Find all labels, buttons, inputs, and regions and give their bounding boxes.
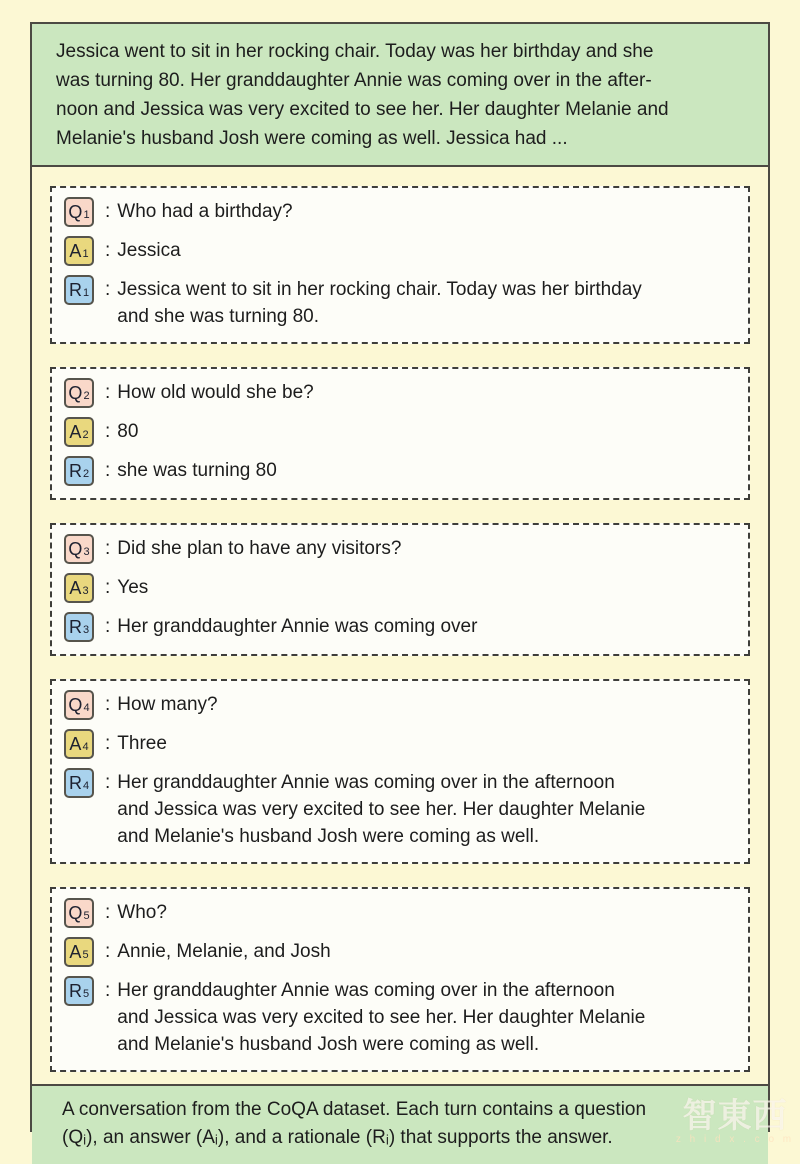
rationale-line: Her granddaughter Annie was coming over in the afternoon <box>117 772 615 793</box>
question-row <box>64 379 736 408</box>
colon-separator: : <box>105 577 111 598</box>
turn-box-3 <box>50 523 750 656</box>
colon-separator: : <box>105 616 111 637</box>
badge-subscript: 1 <box>82 247 89 260</box>
rationale-text <box>117 457 277 484</box>
rationale-line: and Jessica was very excited to see her. Her daughter Melanie <box>117 1007 646 1028</box>
rationale-row <box>64 769 736 850</box>
colon-separator: : <box>105 694 111 715</box>
rationale-line: she was turning 80 <box>117 460 277 481</box>
question-row <box>64 198 736 227</box>
answer-text: Yes <box>117 577 149 598</box>
badge-letter: A <box>69 421 82 442</box>
question-row <box>64 691 736 720</box>
answer-row <box>64 418 736 447</box>
turn-box-4 <box>50 679 750 864</box>
question-badge <box>64 197 94 227</box>
answer-text: Annie, Melanie, and Josh <box>117 941 331 962</box>
colon-separator: : <box>105 460 111 481</box>
figure-caption <box>32 1084 768 1164</box>
rationale-text <box>117 977 645 1058</box>
answer-row <box>64 730 736 759</box>
passage-line: Melanie's husband Josh were coming as well. Jessica had ... <box>56 128 568 149</box>
badge-letter: R <box>68 772 82 793</box>
question-row <box>64 535 736 564</box>
answer-text: Three <box>117 733 167 754</box>
badge-subscript: 3 <box>82 584 89 597</box>
badge-letter: R <box>68 460 82 481</box>
badge-letter: Q <box>68 902 83 923</box>
badge-letter: Q <box>68 201 83 222</box>
rationale-line: Her granddaughter Annie was coming over <box>117 616 478 637</box>
question-text: Who had a birthday? <box>117 201 293 222</box>
turn-box-5 <box>50 887 750 1072</box>
passage-line: Jessica went to sit in her rocking chair. Today was her birthday and she <box>56 41 654 62</box>
passage-box <box>32 24 768 167</box>
rationale-line: and Melanie's husband Josh were coming as well. <box>117 826 540 847</box>
badge-subscript: 2 <box>82 467 90 480</box>
rationale-badge <box>64 456 94 486</box>
colon-separator: : <box>105 421 111 442</box>
badge-letter: A <box>69 733 82 754</box>
answer-row <box>64 938 736 967</box>
colon-separator: : <box>105 980 111 1001</box>
colon-separator: : <box>105 733 111 754</box>
rationale-line: Her granddaughter Annie was coming over in the afternoon <box>117 980 615 1001</box>
badge-letter: Q <box>68 538 83 559</box>
answer-row <box>64 237 736 266</box>
colon-separator: : <box>105 240 111 261</box>
badge-subscript: 5 <box>82 948 89 961</box>
question-text: How many? <box>117 694 218 715</box>
turn-box-2 <box>50 367 750 500</box>
rationale-text <box>117 276 642 330</box>
answer-text: Jessica <box>117 240 181 261</box>
answer-badge <box>64 937 94 967</box>
rationale-text <box>117 613 477 640</box>
rationale-row <box>64 977 736 1058</box>
rationale-badge <box>64 768 94 798</box>
badge-subscript: 2 <box>82 428 89 441</box>
colon-separator: : <box>105 279 111 300</box>
turn-box-1 <box>50 186 750 344</box>
colon-separator: : <box>105 902 111 923</box>
answer-row <box>64 574 736 603</box>
rationale-row <box>64 613 736 642</box>
colon-separator: : <box>105 772 111 793</box>
rationale-row <box>64 276 736 330</box>
question-text: How old would she be? <box>117 382 314 403</box>
colon-separator: : <box>105 538 111 559</box>
badge-letter: A <box>69 941 82 962</box>
rationale-badge <box>64 275 94 305</box>
badge-letter: R <box>68 279 82 300</box>
zhidx-logo: 智東西 <box>682 1097 788 1135</box>
question-badge <box>64 378 94 408</box>
question-badge <box>64 534 94 564</box>
zhidx-url: z h i d x . c o m <box>675 1134 795 1145</box>
badge-subscript: 4 <box>82 740 89 753</box>
passage-line: was turning 80. Her granddaughter Annie was coming over in the after- <box>56 70 652 91</box>
badge-letter: Q <box>68 382 83 403</box>
badge-subscript: 3 <box>83 545 90 558</box>
badge-subscript: 1 <box>83 208 90 221</box>
colon-separator: : <box>105 382 111 403</box>
question-row <box>64 899 736 928</box>
answer-badge <box>64 573 94 603</box>
question-badge <box>64 690 94 720</box>
badge-subscript: 4 <box>82 779 90 792</box>
rationale-line: Jessica went to sit in her rocking chair. Today was her birthday <box>117 279 642 300</box>
rationale-line: and Jessica was very excited to see her. Her daughter Melanie <box>117 799 646 820</box>
badge-subscript: 3 <box>82 623 90 636</box>
rationale-line: and she was turning 80. <box>117 306 320 327</box>
answer-badge <box>64 417 94 447</box>
rationale-row <box>64 457 736 486</box>
badge-letter: A <box>69 240 82 261</box>
badge-subscript: 1 <box>82 286 90 299</box>
badge-subscript: 4 <box>83 701 90 714</box>
rationale-badge <box>64 612 94 642</box>
question-text: Who? <box>117 902 167 923</box>
answer-text: 80 <box>117 421 139 442</box>
rationale-line: and Melanie's husband Josh were coming as well. <box>117 1034 540 1055</box>
badge-letter: R <box>68 980 82 1001</box>
badge-letter: R <box>68 616 82 637</box>
colon-separator: : <box>105 201 111 222</box>
badge-subscript: 2 <box>83 389 90 402</box>
answer-badge <box>64 236 94 266</box>
caption-line: (Qᵢ), an answer (Aᵢ), and a rationale (Rᵢ) that supports the answer. <box>62 1127 613 1148</box>
badge-subscript: 5 <box>82 987 90 1000</box>
badge-letter: A <box>69 577 82 598</box>
rationale-text <box>117 769 645 850</box>
question-text: Did she plan to have any visitors? <box>117 538 402 559</box>
passage-line: noon and Jessica was very excited to see her. Her daughter Melanie and <box>56 99 669 120</box>
rationale-badge <box>64 976 94 1006</box>
turns-panel <box>32 167 768 1084</box>
colon-separator: : <box>105 941 111 962</box>
answer-badge <box>64 729 94 759</box>
badge-letter: Q <box>68 694 83 715</box>
caption-line: A conversation from the CoQA dataset. Each turn contains a question <box>62 1099 647 1120</box>
badge-subscript: 5 <box>83 909 90 922</box>
question-badge <box>64 898 94 928</box>
